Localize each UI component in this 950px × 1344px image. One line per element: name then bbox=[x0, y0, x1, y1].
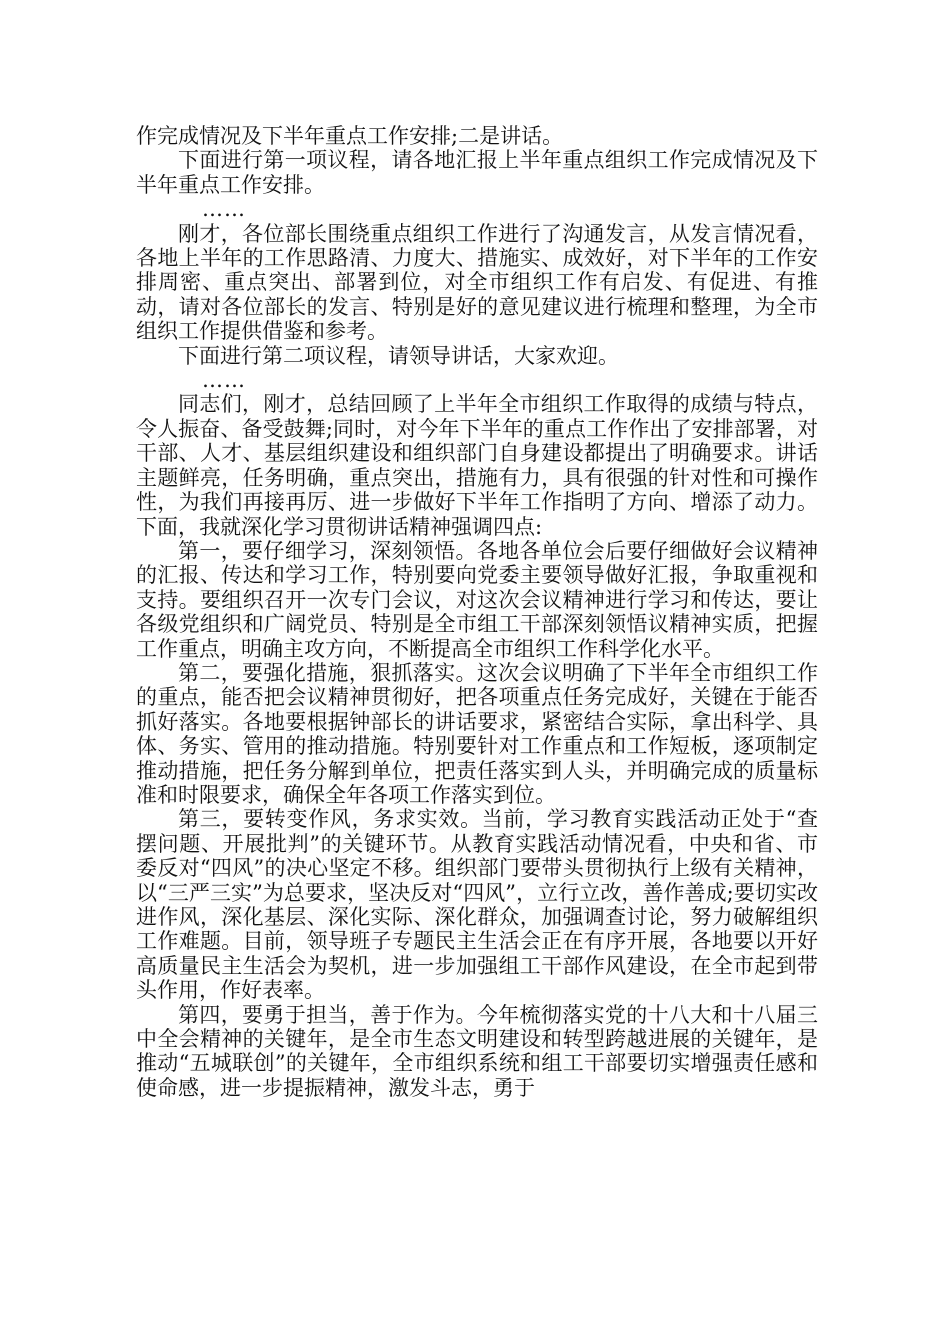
document-body bbox=[136, 124, 818, 1100]
paragraph-agenda-2: 下面进行第二项议程，请领导讲话，大家欢迎。 bbox=[178, 343, 619, 368]
paragraph-point-2: 第二，要强化措施，狠抓落实。这次会议明确了下半年全市组织工作的重点，能否把会议精神贯彻好，把各项重点任务完成好，关键在于能否抓好落实。各地要根据钟部长的讲话要求，紧密结合实际，拿出科学、具体、务实、管用的推动措施。特别要针对工作重点和工作短板，逐项制定推动措施，把任务分解到单位，把责任落实到人头，并明确完成的质量标准和时限要求，确保全年各项工作落实到位。 bbox=[136, 660, 818, 807]
paragraph-agenda-1: 下面进行第一项议程，请各地汇报上半年重点组织工作完成情况及下半年重点工作安排。 bbox=[136, 148, 818, 197]
paragraph-point-4: 第四，要勇于担当，善于作为。今年梳彻落实党的十八大和十八届三中全会精神的关键年，是全市生态文明建设和转型跨越进展的关键年，是推动“五城联创”的关键年，全市组织系统和组工干部要切实增强责任感和使命感，进一步提振精神，激发斗志，勇于 bbox=[136, 1002, 818, 1100]
paragraph-summary: 刚才，各位部长围绕重点组织工作进行了沟通发言，从发言情况看，各地上半年的工作思路清、力度大、措施实、成效好，对下半年的工作安排周密、重点突出、部署到位，对全市组织工作有启发、有促进、有推动，请对各位部长的发言、特别是好的意见建议进行梳理和整理，为全市组织工作提供借鉴和参考。 bbox=[136, 221, 818, 344]
paragraph-point-3: 第三，要转变作风，务求实效。当前，学习教育实践活动正处于“查摆问题、开展批判”的关键环节。从教育实践活动情况看，中央和省、市委反对“四风”的决心坚定不移。组织部门要带头贯彻执行上级有关精神，以“三严三实”为总要求，坚决反对“四风”，立行立改，善作善成;要切实改进作风，深化基层、深化实际、深化群众，加强调查讨论，努力破解组织工作难题。目前，领导班子专题民主生活会正在有序开展，各地要以开好高质量民主生活会为契机，进一步加强组工干部作风建设，在全市起到带头作用，作好表率。 bbox=[136, 807, 818, 1003]
ellipsis-1: …… bbox=[202, 197, 246, 222]
ellipsis-2: …… bbox=[202, 368, 246, 393]
paragraph-comrades: 同志们，刚才，总结回顾了上半年全市组织工作取得的成绩与特点，令人振奋、备受鼓舞;同时，对今年下半年的重点工作作出了安排部署，对干部、人才、基层组织建设和组织部门自身建设都提出了明确要求。讲话主题鲜亮，任务明确，重点突出，措施有力，具有很强的针对性和可操作性，为我们再接再厉、进一步做好下半年工作指明了方向、增添了动力。下面，我就深化学习贯彻讲话精神强调四点: bbox=[136, 392, 818, 539]
paragraph-point-1: 第一，要仔细学习，深刻领悟。各地各单位会后要仔细做好会议精神的汇报、传达和学习工作，特别要向党委主要领导做好汇报，争取重视和支持。要组织召开一次专门会议，对这次会议精神进行学习和传达，要让各级党组织和广阔党员、特别是全市组工干部深刻领悟议精神实质，把握工作重点，明确主攻方向，不断提高全市组织工作科学化水平。 bbox=[136, 538, 818, 661]
paragraph-continued: 作完成情况及下半年重点工作安排;二是讲话。 bbox=[136, 124, 564, 148]
